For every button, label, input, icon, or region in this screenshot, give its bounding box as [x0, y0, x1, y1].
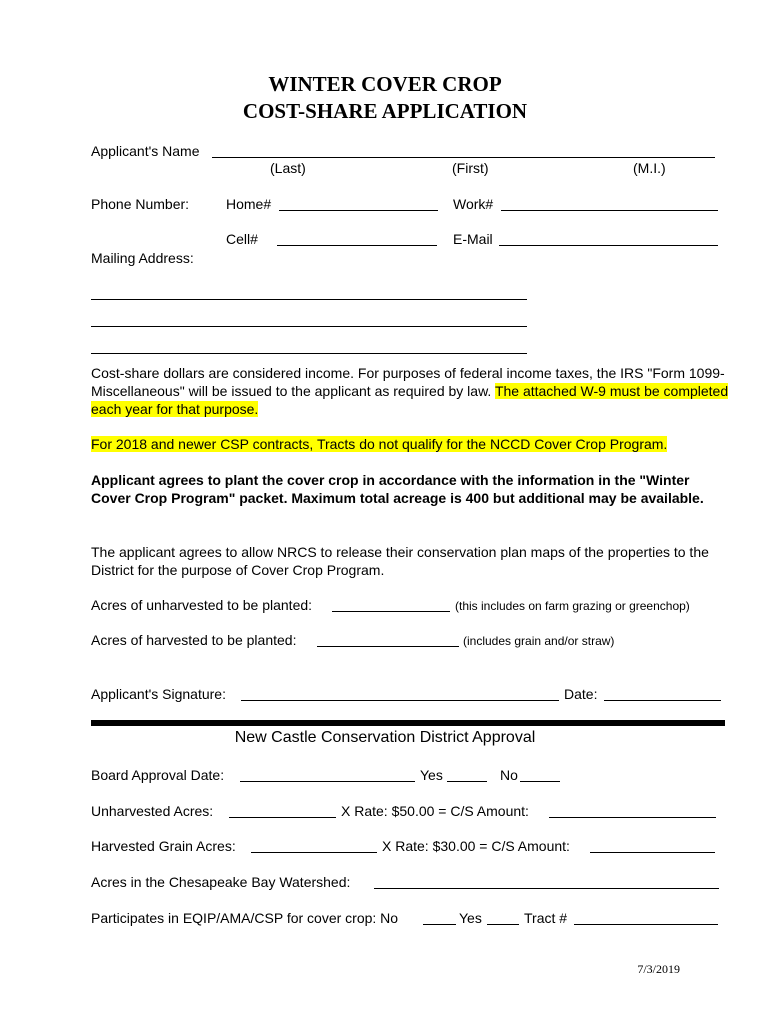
chesapeake-bay-label: Acres in the Chesapeake Bay Watershed:	[91, 874, 351, 890]
signature-field[interactable]	[241, 700, 559, 701]
w9-notice-highlight: The attached W-9 must be completed each year for that purpose.	[91, 383, 729, 417]
approval-yes-field[interactable]	[447, 781, 487, 782]
applicant-name-field[interactable]	[212, 157, 715, 158]
signature-label: Applicant's Signature:	[91, 686, 226, 702]
mailing-address-label: Mailing Address:	[91, 250, 194, 266]
harvested-acres-field[interactable]	[317, 646, 459, 647]
board-approval-date-field[interactable]	[240, 781, 415, 782]
harvested-approval-label: Harvested Grain Acres:	[91, 838, 236, 854]
cell-phone-field[interactable]	[277, 245, 437, 246]
approval-heading: New Castle Conservation District Approval	[234, 729, 536, 746]
signature-date-field[interactable]	[604, 700, 721, 701]
section-divider	[91, 720, 725, 726]
form-title-line1: WINTER COVER CROP	[268, 72, 502, 96]
cell-phone-label: Cell#	[226, 231, 258, 247]
email-label: E-Mail	[453, 231, 493, 247]
home-phone-field[interactable]	[279, 210, 438, 211]
eqip-yes-field[interactable]	[487, 924, 519, 925]
csp-notice	[91, 435, 731, 453]
harvested-acres-label: Acres of harvested to be planted:	[91, 632, 297, 648]
board-approval-date-label: Board Approval Date:	[91, 767, 225, 783]
unharvested-amount-field[interactable]	[549, 817, 716, 818]
home-phone-label: Home#	[226, 196, 272, 212]
form-title-line2: COST-SHARE APPLICATION	[242, 99, 528, 123]
phone-number-label: Phone Number:	[91, 196, 190, 212]
csp-notice-highlight: For 2018 and newer CSP contracts, Tracts do not qualify for the NCCD Cover Crop Program.	[91, 436, 668, 452]
unharvested-approval-label: Unharvested Acres:	[91, 803, 214, 819]
approval-no-field[interactable]	[520, 781, 560, 782]
work-phone-label: Work#	[453, 196, 494, 212]
harvested-amount-field[interactable]	[590, 852, 715, 853]
eqip-yes-label: Yes	[459, 910, 482, 926]
income-notice	[91, 364, 731, 418]
chesapeake-bay-field[interactable]	[374, 888, 719, 889]
harvested-approval-field[interactable]	[251, 852, 377, 853]
first-name-caption: (First)	[452, 160, 489, 176]
revision-date: 7/3/2019	[637, 962, 680, 976]
mailing-address-line-3[interactable]	[91, 353, 527, 354]
unharvested-rate-label: X Rate: $50.00 = C/S Amount:	[341, 803, 529, 819]
income-notice-text: Cost-share dollars are considered income. For purposes of federal income taxes, the IRS "Form 1099-Miscellaneous" will be issued to the applicant as required by law.	[91, 365, 725, 399]
unharvested-acres-note: (this includes on farm grazing or greenchop)	[455, 599, 690, 613]
middle-initial-caption: (M.I.)	[633, 160, 666, 176]
approval-no-label: No	[500, 767, 518, 783]
approval-yes-label: Yes	[420, 767, 443, 783]
tract-number-field[interactable]	[574, 924, 718, 925]
last-name-caption: (Last)	[270, 160, 306, 176]
unharvested-acres-field[interactable]	[332, 611, 450, 612]
harvested-rate-label: X Rate: $30.00 = C/S Amount:	[382, 838, 570, 854]
nrcs-release-paragraph: The applicant agrees to allow NRCS to release their conservation plan maps of the properties to the District for the purpose of Cover Crop Program.	[91, 544, 709, 578]
eqip-participation-label: Participates in EQIP/AMA/CSP for cover crop: No	[91, 910, 399, 926]
unharvested-acres-label: Acres of unharvested to be planted:	[91, 597, 313, 613]
eqip-no-field[interactable]	[423, 924, 456, 925]
agreement-paragraph: Applicant agrees to plant the cover crop in accordance with the information in the "Winter Cover Crop Program" packet. Maximum total acreage is 400 but additional may be available.	[91, 472, 704, 506]
mailing-address-line-2[interactable]	[91, 326, 527, 327]
applicant-name-label: Applicant's Name	[91, 143, 200, 159]
unharvested-approval-field[interactable]	[229, 817, 336, 818]
mailing-address-line-1[interactable]	[91, 299, 527, 300]
harvested-acres-note: (includes grain and/or straw)	[463, 634, 615, 648]
email-field[interactable]	[499, 245, 718, 246]
tract-number-label: Tract #	[524, 910, 568, 926]
work-phone-field[interactable]	[501, 210, 718, 211]
signature-date-label: Date:	[564, 686, 598, 702]
